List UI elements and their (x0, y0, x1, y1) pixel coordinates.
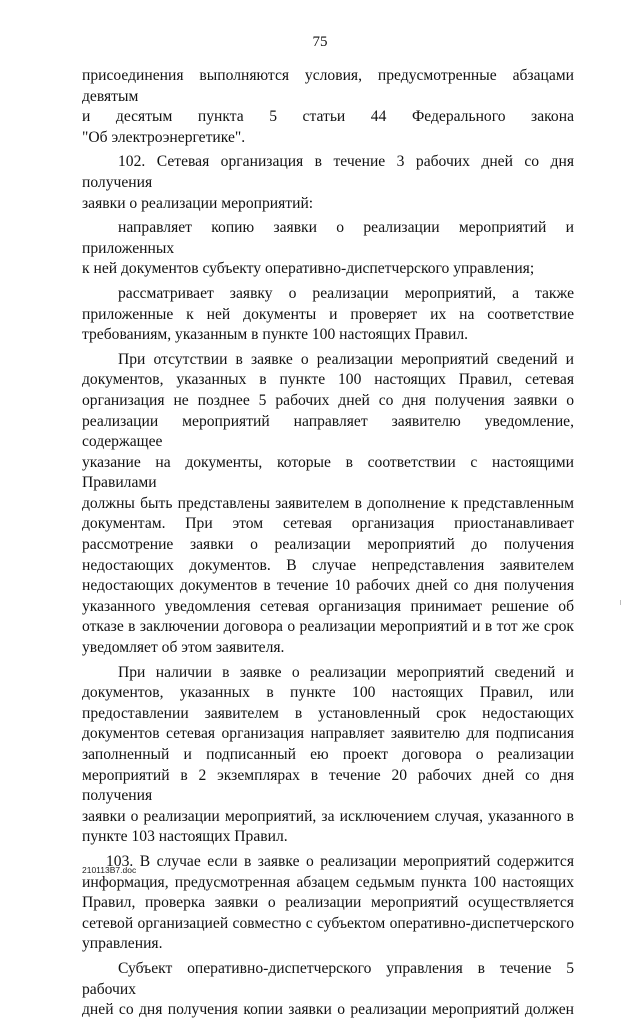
text-line: информация, предусмотренная абзацем седьмым пункта 100 настоящих (82, 873, 574, 891)
text-line: документов, указанных в пункте 100 настоящих Правил, или (82, 684, 574, 702)
text-line: указание на документы, которые в соответствии с настоящими Правилами (82, 453, 574, 492)
text-line: заявки о реализации мероприятий, за исключением случая, указанного в (82, 807, 574, 825)
text-line: предоставлении заявителем в установленный срок недостающих (82, 704, 574, 722)
text-line: Субъект оперативно-диспетчерского управления в течение 5 рабочих (82, 959, 574, 998)
text-line: реализации мероприятий направляет заявителю уведомление, содержащее (82, 412, 574, 451)
text-line: уведомляет об этом заявителя. (82, 639, 285, 657)
text-line: документов сетевая организация направляет заявителю для подписания (82, 725, 574, 743)
text-line: присоединения выполняются условия, предусмотренные абзацами девятым (82, 67, 574, 105)
page-number: 75 (312, 34, 328, 50)
text-line: отказе в заключении договора о реализации мероприятий и в тот же срок (82, 618, 574, 636)
text-line: управления. (82, 935, 163, 953)
text-line: направляет копию заявки о реализации мероприятий и приложенных (82, 219, 574, 257)
text-line: заполненный и подписанный ею проект договора о реализации (82, 746, 574, 763)
text-line: недостающих документов. В случае непредставления заявителем (82, 556, 574, 574)
text-line: "Об электроэнергетике". (82, 128, 246, 146)
text-line: указанного уведомления сетевая организация принимает решение об (82, 597, 574, 615)
text-line: пункте 103 настоящих Правил. (82, 828, 288, 846)
text-line: сетевой организацией совместно с субъектом оперативно-диспетчерского (82, 914, 574, 932)
text-line: и десятым пункта 5 статьи 44 Федерального закона (82, 108, 574, 126)
text-line: При отсутствии в заявке о реализации мероприятий сведений и (118, 350, 574, 368)
text-line: дней со дня получения копии заявки о реализации мероприятий должен (82, 1001, 574, 1019)
text-line: должны быть представлены заявителем в дополнение к представленным (82, 494, 574, 512)
text-line: приложенные к ней документы и проверяет их на соответствие (82, 305, 574, 323)
text-line: недостающих документов в течение 10 рабочих дней со дня получения (82, 577, 574, 595)
footer-file-code: 210113В7.doc (82, 865, 137, 875)
text-line: При наличии в заявке о реализации мероприятий сведений и (118, 663, 574, 681)
text-line: заявки о реализации мероприятий: (82, 194, 314, 212)
document-body (82, 66, 574, 1021)
text-line: требованиям, указанным в пункте 100 настоящих Правил. (82, 326, 469, 344)
text-line: рассмотрение заявки о реализации мероприятий до получения (82, 536, 574, 554)
margin-mark (620, 600, 621, 605)
text-line: Правил, проверка заявки о реализации мероприятий осуществляется (82, 894, 574, 912)
text-line: мероприятий в 2 экземплярах в течение 20 рабочих дней со дня получения (82, 766, 574, 805)
text-line: 102. Сетевая организация в течение 3 рабочих дней со дня получения (82, 153, 574, 191)
text-line: организация не позднее 5 рабочих дней со дня получения заявки о (82, 391, 574, 409)
text-line: рассматривает заявку о реализации мероприятий, а также (118, 284, 574, 302)
text-line: к ней документов субъекту оперативно-диспетчерского управления; (82, 260, 535, 278)
text-line: документам. При этом сетевая организация приостанавливает (82, 515, 574, 533)
text-line: документов, указанных в пункте 100 настоящих Правил, сетевая (82, 371, 574, 389)
text-line: 103. В случае если в заявке о реализации мероприятий содержится (106, 852, 574, 870)
